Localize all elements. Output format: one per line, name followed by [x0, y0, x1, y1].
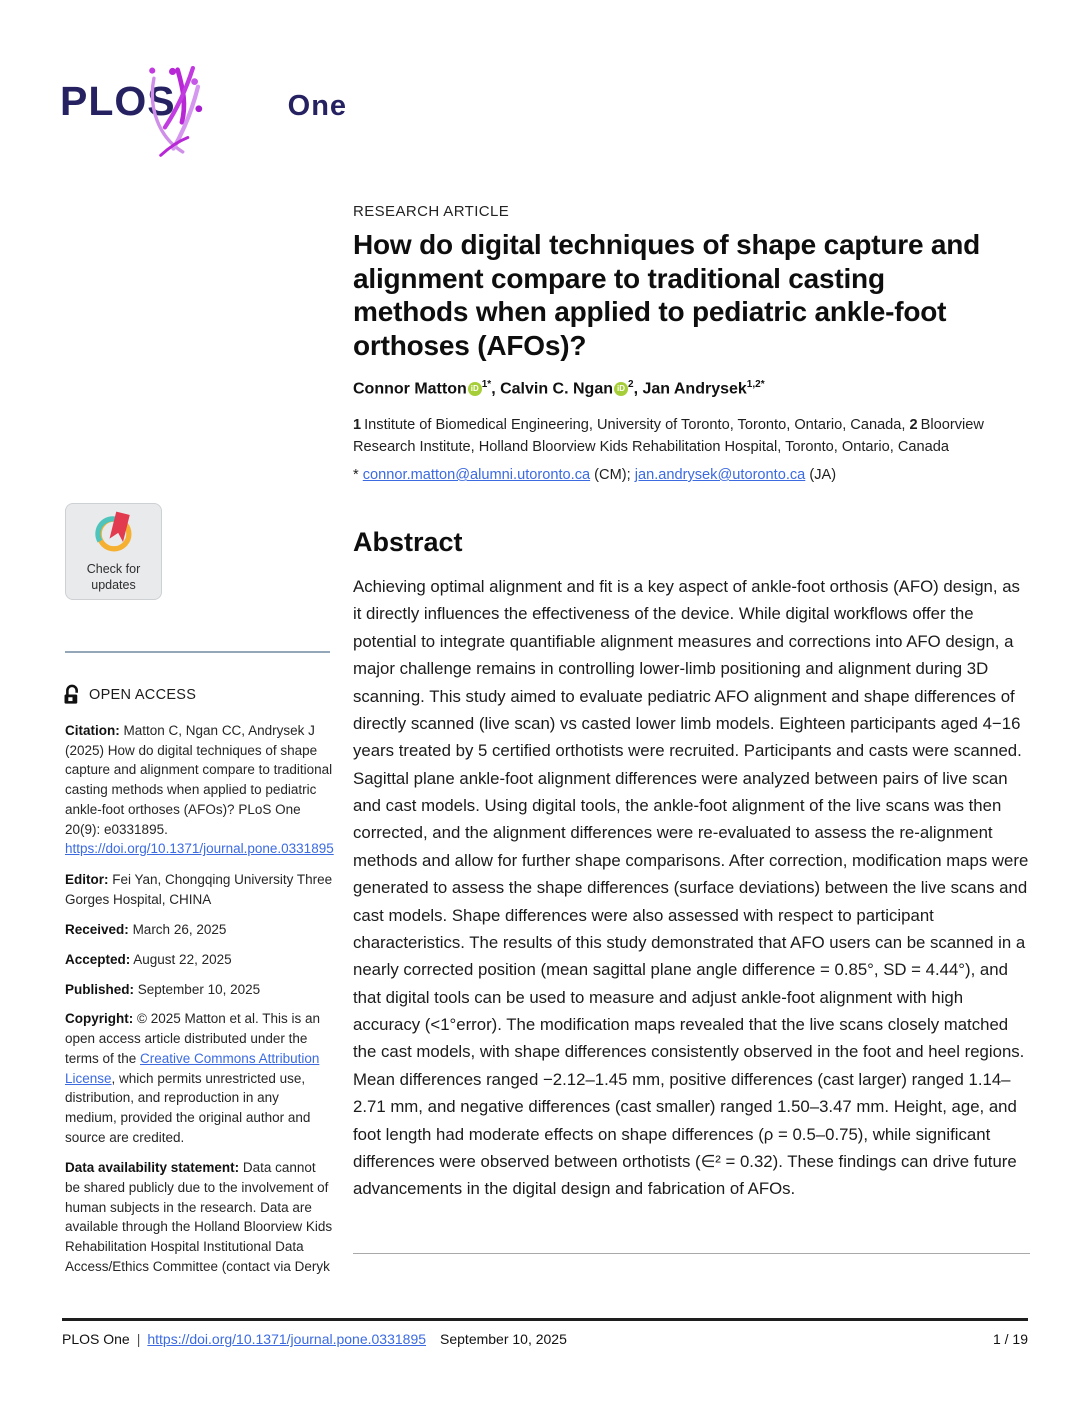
orcid-icon[interactable]: iD: [468, 382, 482, 396]
logo-plos-text: PLOS: [60, 78, 176, 124]
footer: [62, 1331, 1028, 1347]
author-name: Calvin C. Ngan: [500, 380, 613, 398]
copyright-block: Copyright: © 2025 Matton et al. This is an open access article distributed under the terms of the Creative Commons Attribution License, which permits unrestricted use, distribution, and reproduction in any medium, provided the original author and source are credited.: [65, 1011, 321, 1145]
citation-doi-link[interactable]: https://doi.org/10.1371/journal.pone.0331895: [65, 841, 334, 857]
published-block: Published: September 10, 2025: [65, 981, 261, 997]
orcid-icon[interactable]: iD: [614, 382, 628, 396]
open-access-label: OPEN ACCESS: [89, 686, 197, 703]
sidebar-metadata: [65, 721, 334, 1288]
affiliation-number: 2: [909, 417, 918, 433]
open-lock-icon: [63, 684, 82, 705]
open-access-row: [63, 684, 196, 705]
footer-journal: PLOS One: [62, 1331, 130, 1347]
author-sup: 1*: [481, 379, 492, 390]
abstract-heading: Abstract: [353, 527, 463, 557]
footer-page-number: 1 / 19: [992, 1331, 1028, 1347]
article-title: How do digital techniques of shape capture and alignment compare to traditional casting methods when applied to pediatric ankle-foot orthoses (AFOs)?: [353, 229, 981, 361]
author-name: Jan Andrysek: [642, 380, 747, 398]
email-link-ja[interactable]: jan.andrysek@utoronto.ca: [634, 467, 806, 483]
footer-doi-link[interactable]: https://doi.org/10.1371/journal.pone.0331895: [147, 1331, 427, 1347]
abstract-body: Achieving optimal alignment and fit is a key aspect of ankle-foot orthosis (AFO) design, as it directly influences the effectiveness of the device. While digital workflows offer the potential to integrate quantifiable alignment measures and corrections into AFO design, a major challenge remains in controlling lower-limb positioning and alignment during 3D scanning. This study aimed to evaluate pediatric AFO alignment and shape differences of directly scanned (live scan) vs casted lower limb models. Eighteen participants aged 4−16 years treated by 5 certified orthotists were recruited. Participants and casts were scanned. Sagittal plane ankle-foot alignment differences were analyzed between pairs of live scan and cast models. Using digital tools, the ankle-foot alignment of the live scans was then corrected, and the alignment differences were re-evaluated to assess the re-alignment methods and allow for further shape comparisons. After correction, modification maps were generated to assess the shape differences (surface deviations) between the live scans and cast models. Shape differences were also assessed with respect to participant characteristics. The results of this study demonstrated that AFO users can be scanned in a nearly corrected position (mean sagittal plane angle difference = 0.85°, SD = 4.44°), and that digital tools can be used to measure and adjust ankle-foot alignment with high accuracy (<1°error). The modification maps revealed that the live scans closely matched the cast models, with shape differences consistently observed in the foot and heel regions. Mean differences ranged −2.12–1.45 mm, positive differences (cast larger) ranged 1.14–2.71 mm, and negative differences (cast smaller) ranged 1.50–3.47 mm. Height, age, and foot length had moderate effects on shape differences (ρ = 0.5–0.75), while significant differences were observed between orthotists (∈² = 0.32). These findings can drive future advancements in the digital design and fabrication of AFOs.: [353, 577, 1029, 1199]
affiliation-number: 1: [353, 417, 362, 433]
affiliation-text: Institute of Biomedical Engineering, University of Toronto, Toronto, Ontario, Canada,: [364, 417, 906, 433]
plos-one-logo: [60, 78, 347, 125]
abstract-divider: [353, 1253, 1030, 1254]
sidebar-divider: [65, 651, 330, 653]
correspondence-line: * connor.matton@alumni.utoronto.ca (CM); jan.andrysek@utoronto.ca (JA): [353, 467, 837, 483]
received-block: Received: March 26, 2025: [65, 922, 227, 938]
check-updates-caption: Check for updates: [86, 562, 141, 592]
author-name: Connor Matton: [353, 380, 467, 398]
check-for-updates-badge[interactable]: [65, 503, 162, 600]
affiliations: [353, 414, 1013, 458]
crossmark-icon: [91, 510, 137, 556]
footer-rule: [62, 1318, 1028, 1321]
author-sup: 1,2*: [746, 379, 765, 390]
plos-flourish-icon: [148, 54, 220, 166]
author-sup: 2: [628, 379, 634, 390]
citation-block: Citation: Matton C, Ngan CC, Andrysek J (2025) How do digital techniques of shape capture and alignment compare to traditional casting methods when applied to pediatric ankle-foot orthoses (AFOs)? PLoS One 20(9): e0331895. https://doi.org/10.1371/journal.pone.0331895: [65, 723, 334, 857]
affiliation-text: Bloorview Research Institute, Holland Bloorview Kids Rehabilitation Hospital, Toronto, Ontario, Canada: [353, 417, 984, 456]
author-line: Connor Matton iD $^{1*}$, Calvin C. Ngan iD $^2$, Jan Andrysek$^{1,2*}$: [353, 379, 765, 398]
footer-left: [62, 1331, 567, 1347]
correspondence-star: *: [353, 467, 359, 483]
logo-one-text: One: [287, 90, 348, 122]
email-link-cm[interactable]: connor.matton@alumni.utoronto.ca: [362, 467, 591, 483]
footer-separator: |: [136, 1331, 141, 1347]
article-kicker: RESEARCH ARTICLE: [353, 203, 510, 220]
cc-license-link[interactable]: Creative Commons Attribution License: [65, 1050, 320, 1086]
data-availability-block: Data availability statement: Data cannot be shared publicly due to the involvement of human subjects in the research. Data are available through the Holland Bloorview Kids Rehabilitation Hospital Institutional Data Access/Ethics Committee (contact via Deryk: [65, 1160, 333, 1274]
accepted-block: Accepted: August 22, 2025: [65, 952, 232, 968]
footer-date: September 10, 2025: [440, 1331, 567, 1347]
editor-block: Editor: Fei Yan, Chongqing University Three Gorges Hospital, CHINA: [65, 871, 333, 907]
